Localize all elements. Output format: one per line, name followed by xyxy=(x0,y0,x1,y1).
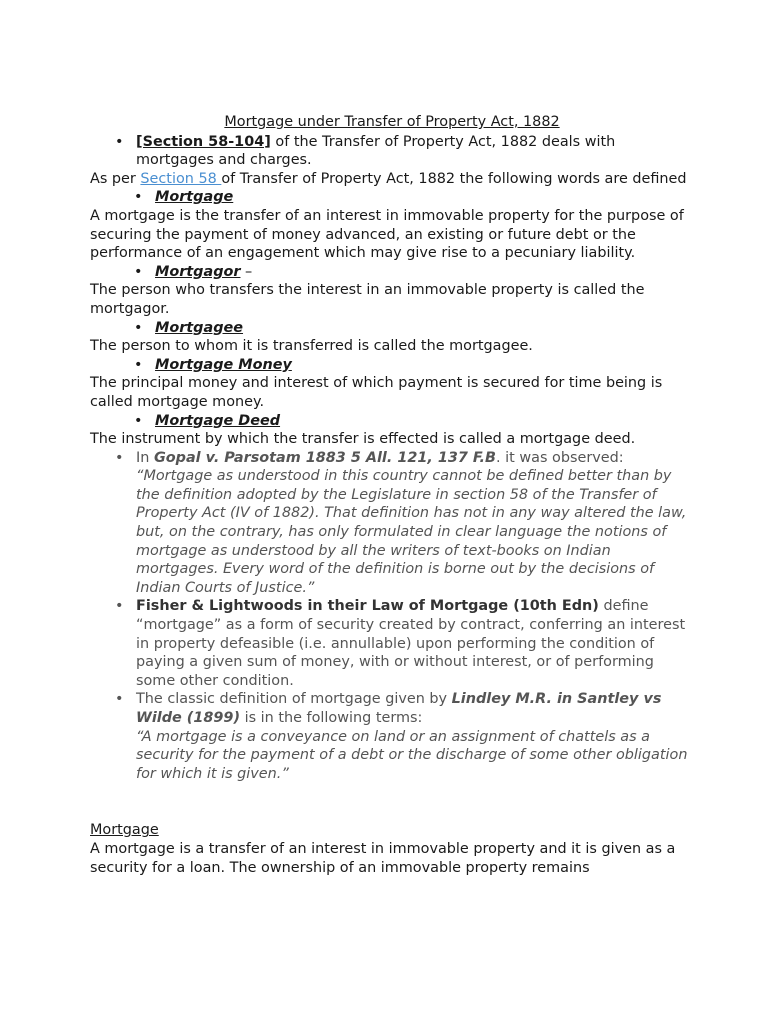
as-per-suffix: of Transfer of Property Act, 1882 the following words are defined xyxy=(221,170,687,187)
definition-term xyxy=(90,263,690,282)
definition-term-list xyxy=(90,319,690,338)
term-mortgage-money: Mortgage Money xyxy=(155,356,292,373)
definition-text: The principal money and interest of which payment is secured for time being is called mortgage money. xyxy=(90,375,663,410)
case-citation: Fisher & Lightwoods in their Law of Mortgage (10th Edn) xyxy=(136,598,599,615)
term-suffix: – xyxy=(240,263,253,280)
case-quote: “A mortgage is a conveyance on land or an assignment of chattels as a security for the payment of a debt or the discharge of some other obligation for which it is given.” xyxy=(136,728,688,782)
term-mortgagee: Mortgagee xyxy=(155,319,244,336)
definition-term xyxy=(90,188,690,207)
case-citation: Gopal v. Parsotam 1883 5 All. 121, 137 F.B xyxy=(153,449,496,466)
case-citation: Lindley M.R. in Santley vs Wilde (1899) xyxy=(136,691,662,726)
case-post: define “mortgage” as a form of security created by contract, conferring an interest in property defeasible (i.e. annullable) upon performing the condition of paying a given sum of money, with or without interest, or of performing some other condition. xyxy=(136,598,686,689)
definition-term-list xyxy=(90,263,690,282)
definition-term xyxy=(90,412,690,431)
case-item xyxy=(90,449,690,598)
as-per-prefix: As per xyxy=(90,170,141,187)
case-item xyxy=(90,690,690,783)
case-post: . it was observed: xyxy=(496,449,624,466)
definition-term-list xyxy=(90,188,690,207)
section-heading: Mortgage xyxy=(90,822,159,839)
section-ref: [Section 58-104] xyxy=(136,133,271,150)
case-pre: The classic definition of mortgage given by xyxy=(136,691,452,708)
term-mortgagor: Mortgagor xyxy=(155,263,241,280)
case-quote: “Mortgage as understood in this country cannot be defined better than by the definition adopted by the Legislature in section 58 of the Transfer of Property Act (IV of 1882). That definition has not in any way altered the law, but, on the contrary, has only formulated in clear language the notions of mortgage as understood by all the writers of text-books on Indian mortgages. Every word of the definition is borne out by the decisions of Indian Courts of Justice.” xyxy=(136,468,687,596)
section-text: A mortgage is a transfer of an interest in immovable property and it is given as a security for a loan. The ownership of an immovable property remains xyxy=(90,840,676,876)
definition-term-list xyxy=(90,356,690,375)
definition-text: A mortgage is the transfer of an interest in immovable property for the purpose of securing the payment of money advanced, an existing or future debt or the performance of an engagement which may give rise to a pecuniary liability. xyxy=(90,207,684,262)
intro-text: of the Transfer of Property Act, 1882 deals with mortgages and charges. xyxy=(136,133,616,169)
term-mortgage-deed: Mortgage Deed xyxy=(155,412,281,429)
case-list xyxy=(90,449,690,784)
definition-text: The instrument by which the transfer is effected is called a mortgage deed. xyxy=(90,431,636,448)
definition-term xyxy=(90,319,690,338)
definition-text: The person to whom it is transferred is called the mortgagee. xyxy=(90,338,533,355)
intro-bullet xyxy=(90,133,690,170)
term-mortgage: Mortgage xyxy=(155,189,234,206)
definition-term xyxy=(90,356,690,375)
as-per-paragraph xyxy=(90,170,690,189)
section-58-link[interactable]: Section 58 xyxy=(140,170,222,187)
page-title: Mortgage under Transfer of Property Act, 1882 xyxy=(224,114,560,130)
case-pre: In xyxy=(136,449,154,466)
case-item xyxy=(90,597,690,690)
definition-text: The person who transfers the interest in an immovable property is called the mortgagor. xyxy=(90,282,645,317)
intro-list xyxy=(90,133,690,170)
case-post: is in the following terms: xyxy=(240,710,423,726)
definition-term-list xyxy=(90,412,690,431)
